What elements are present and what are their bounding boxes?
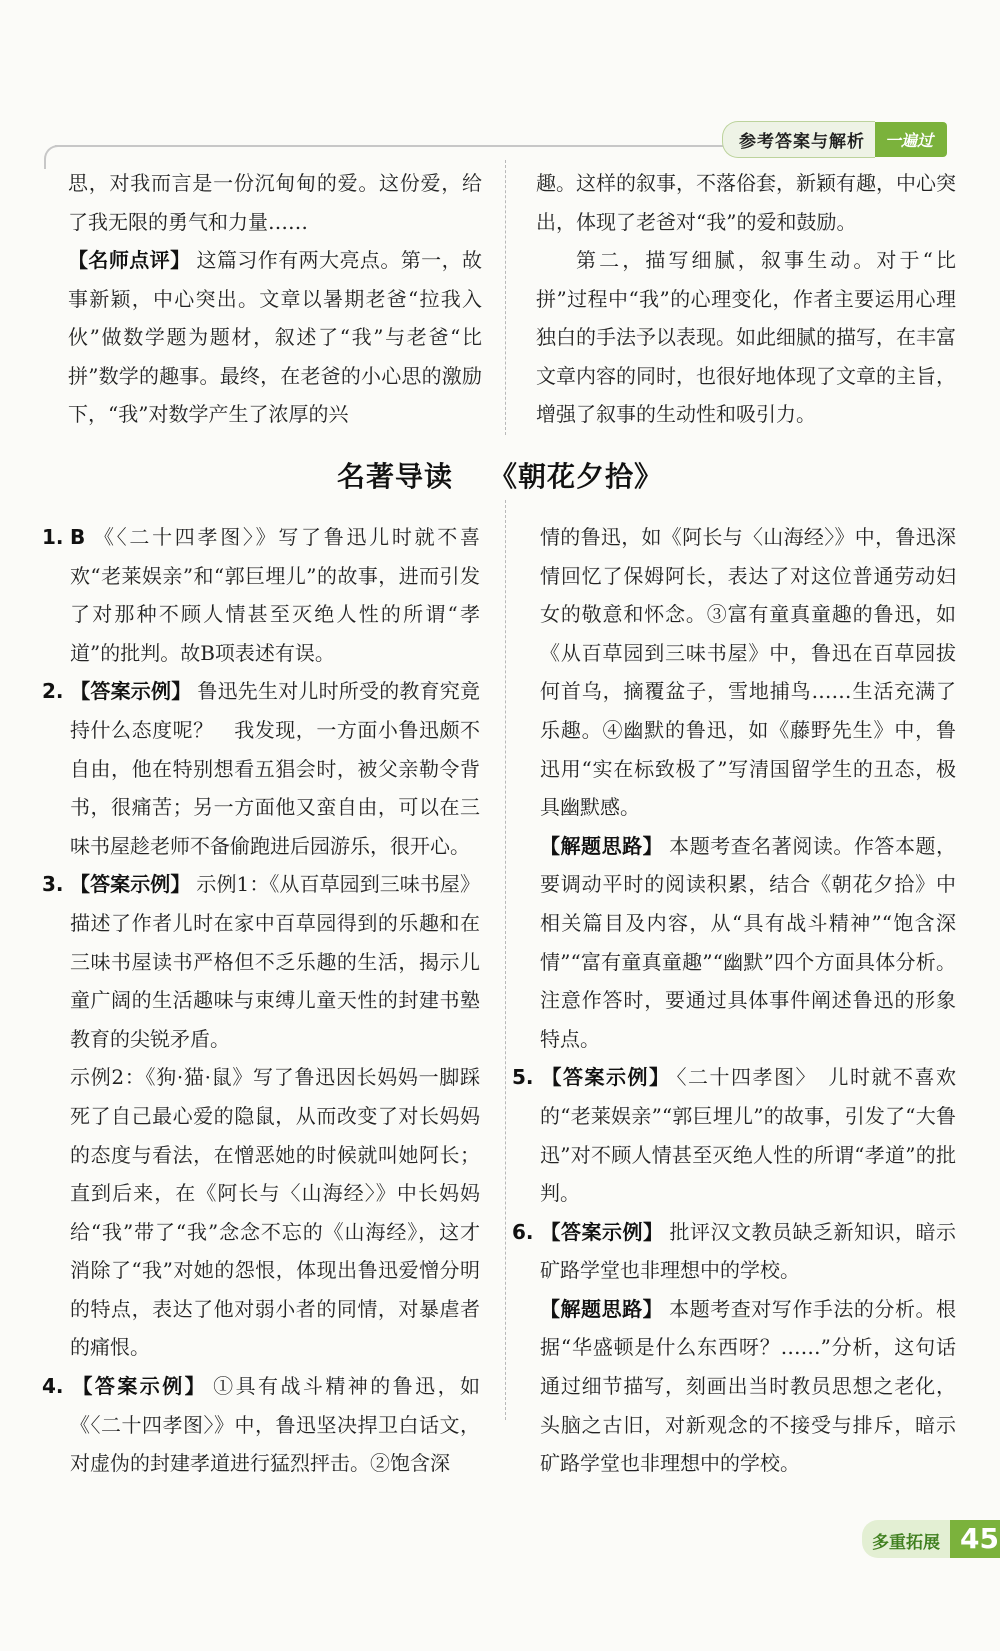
question-number: 1.: [42, 525, 64, 549]
answer-tag: 【答案示例】: [70, 872, 191, 897]
solution-tag: 【解题思路】: [540, 1296, 664, 1321]
answer-text: 鲁迅先生对儿时所受的教育究竟持什么态度呢？ 我发现，一方面小鲁迅颇不自由，他在特别想看五猖会时，被父亲勒令背书，很痛苦；另一方面他又蛮自由，可以在三味书屋趁老师不备偷跑进后园游乐，很开心。: [70, 679, 481, 858]
footer: [862, 1520, 1000, 1558]
column-divider: [505, 160, 506, 435]
solution-idea: [510, 1290, 956, 1483]
teacher-comment-tag: 【名师点评】: [68, 248, 191, 272]
section-label: 名著导读: [336, 460, 453, 493]
solution-text: 本题考查对写作手法的分析。根据“华盛顿是什么东西呀？……”分析，这句话通过细节描写，刻画出当时教员思想之老化，头脑之古旧，对新观念的不接受与排斥，暗示矿路学堂也非理想中的学校。: [540, 1296, 957, 1476]
answer-item: [510, 1213, 956, 1290]
paragraph: 思，对我而言是一份沉甸甸的爱。这份爱，给了我无限的勇气和力量……: [68, 171, 482, 234]
header-tag: [722, 122, 1000, 156]
question-number: 2.: [42, 679, 64, 704]
top-left-column: [68, 164, 482, 434]
answer-tag: 【答案示例】: [540, 1065, 671, 1090]
header-brand: 一遍过: [875, 122, 947, 157]
answer-tag: B: [70, 525, 86, 549]
header-title: 参考答案与解析: [722, 121, 875, 158]
question-number: 4.: [42, 1374, 64, 1399]
paragraph: 第二，描写细腻，叙事生动。对于“比拼”过程中“我”的心理变化，作者主要运用心理独白的手法予以表现。如此细腻的描写，在丰富文章内容的同时，也很好地体现了文章的主旨，增强了叙事的生动性和吸引力。: [536, 248, 956, 426]
solution-text: 本题考查名著阅读。作答本题，要调动平时的阅读积累，结合《朝花夕拾》中相关篇目及内容，从“具有战斗精神”“饱含深情”“富有童真童趣”“幽默”四个方面具体分析。注意作答时，要通过具体事件阐述鲁迅的形象特点。: [540, 833, 957, 1051]
answer-text: 批评汉文教员缺乏新知识，暗示矿路学堂也非理想中的学校。: [540, 1219, 956, 1283]
book-title: 《朝花夕拾》: [489, 460, 664, 493]
answer-item: [40, 672, 480, 865]
page-number: 45: [950, 1520, 1000, 1558]
answer-tag: 【答案示例】: [540, 1219, 664, 1244]
section-title: [0, 455, 1000, 495]
header-curve: [44, 145, 60, 169]
answer-text: 《〈二十四孝图〉》写了鲁迅儿时就不喜欢“老莱娱亲”和“郭巨埋儿”的故事，进而引发了对那种不顾人情甚至灭绝人性的所谓“孝道”的批判。故B项表述有误。: [70, 525, 480, 665]
answer-item: [40, 518, 480, 672]
question-number: 6.: [512, 1219, 534, 1244]
answer-item: [40, 865, 480, 1058]
top-right-column: [536, 164, 956, 434]
paragraph: 趣。这样的叙事，不落俗套，新颖有趣，中心突出，体现了老爸对“我”的爱和鼓励。: [536, 171, 956, 234]
teacher-comment-text: 这篇习作有两大亮点。第一，故事新颖，中心突出。文章以暑期老爸“拉我入伙”做数学题为题材，叙述了“我”与老爸“比拼”数学的趣事。最终，在老爸的小心思的激励下，“我”对数学产生了浓厚的兴: [68, 248, 483, 426]
solution-tag: 【解题思路】: [540, 833, 664, 858]
answer-text: ①具有战斗精神的鲁迅，如《〈二十四孝图〉》中，鲁迅坚决捍卫白话文，对虚伪的封建孝道进行猛烈抨击。②饱含深: [70, 1374, 481, 1476]
answer-tag: 【答案示例】: [70, 679, 192, 704]
footer-label: 多重拓展: [862, 1520, 950, 1558]
column-divider: [505, 500, 506, 1420]
answer-text: 示例1：《从百草园到三味书屋》描述了作者儿时在家中百草园得到的乐趣和在三味书屋读书严格但不乏乐趣的生活，揭示儿童广阔的生活趣味与束缚儿童天性的封建书塾教育的尖锐矛盾。: [70, 872, 480, 1051]
header-rule: [55, 145, 755, 147]
answer-example-2: 示例2：《狗·猫·鼠》写了鲁迅因长妈妈一脚踩死了自己最心爱的隐鼠，从而改变了对长妈妈的态度与看法，在憎恶她的时候就叫她阿长；直到后来，在《阿长与〈山海经〉》中长妈妈给“我”带了“我”念念不忘的《山海经》，这才消除了“我”对她的怨恨，体现出鲁迅爱憎分明的特点，表达了他对弱小者的同情，对暴虐者的痛恨。: [70, 1065, 480, 1360]
answer-text: 〈二十四孝图〉 儿时就不喜欢的“老莱娱亲”“郭巨埋儿”的故事，引发了“大鲁迅”对不顾人情甚至灭绝人性的所谓“孝道”的批判。: [540, 1065, 956, 1206]
answers-left-column: [40, 518, 480, 1483]
answer-item: [40, 1367, 480, 1483]
answer-continuation: 情的鲁迅，如《阿长与〈山海经〉》中，鲁迅深情回忆了保姆阿长，表达了对这位普通劳动妇女的敬意和怀念。③富有童真童趣的鲁迅，如《从百草园到三味书屋》中，鲁迅在百草园拔何首乌，摘覆盆子，雪地捕鸟……生活充满了乐趣。④幽默的鲁迅，如《藤野先生》中，鲁迅用“实在标致极了”写清国留学生的丑态，极具幽默感。: [540, 525, 956, 820]
paragraph: [68, 241, 482, 434]
solution-idea: [510, 827, 956, 1059]
answer-item: [510, 1058, 956, 1212]
question-number: 5.: [512, 1065, 534, 1090]
question-number: 3.: [42, 872, 64, 897]
answer-tag: 【答案示例】: [70, 1374, 208, 1399]
answers-right-column: [510, 518, 956, 1483]
